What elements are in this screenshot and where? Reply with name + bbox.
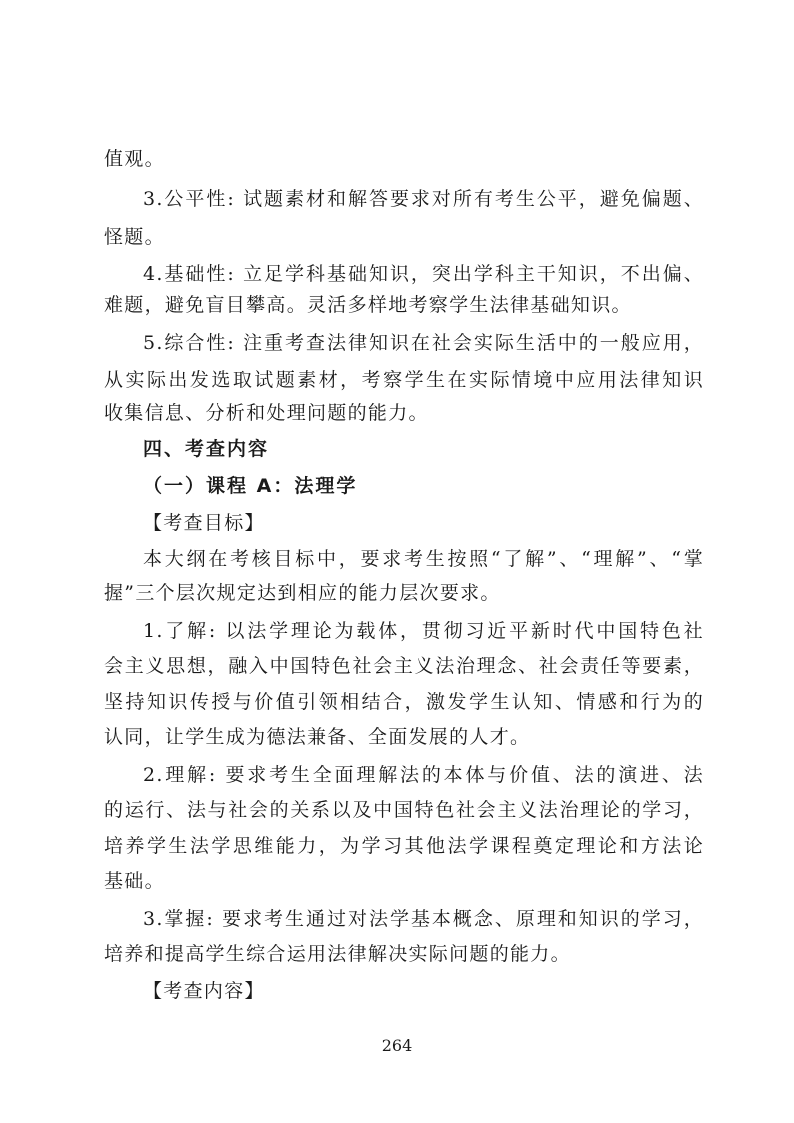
text-line: 的运行、法与社会的关系以及中国特色社会主义法治理论的学习， [104,799,704,821]
text-line: 从实际出发选取试题素材，考察学生在实际情境中应用法律知识 [104,369,704,391]
text-line: 坚持知识传授与价值引领相结合，激发学生认知、情感和行为的 [104,691,704,713]
text-line: 认同，让学生成为德法兼备、全面发展的人才。 [104,726,531,748]
text-line: 会主义思想，融入中国特色社会主义法治理念、社会责任等要素， [104,655,704,677]
text-line: 3.公平性: 试题素材和解答要求对所有考生公平，避免偏题、 [143,188,704,210]
section-heading: 四、考查内容 [143,438,270,460]
text-line: 基础。 [104,870,165,892]
text-line: 怪题。 [104,226,165,248]
text-line: 培养和提高学生综合运用法律解决实际问题的能力。 [104,943,571,965]
page-number: 264 [381,1036,413,1055]
text-line: 值观。 [104,148,165,170]
text-line: 收集信息、分析和处理问题的能力。 [104,402,429,424]
text-line: 1.了解: 以法学理论为载体，贯彻习近平新时代中国特色社 [143,620,704,642]
bracket-heading: 【考查内容】 [143,980,265,1002]
subsection-heading: （一）课程 A：法理学 [143,475,358,497]
text-line: 4.基础性: 立足学科基础知识，突出学科主干知识，不出偏、 [143,263,704,285]
text-line: 培养学生法学思维能力，为学习其他法学课程奠定理论和方法论 [104,835,704,857]
text-line: 握”三个层次规定达到相应的能力层次要求。 [104,582,501,604]
text-line: 本大纲在考核目标中，要求考生按照“了解”、“理解”、“掌 [143,548,704,570]
text-line: 难题，避免盲目攀高。灵活多样地考察学生法律基础知识。 [104,294,632,316]
bracket-heading: 【考查目标】 [143,512,265,534]
text-line: 3.掌握: 要求考生通过对法学基本概念、原理和知识的学习， [143,908,704,930]
text-line: 5.综合性: 注重考查法律知识在社会实际生活中的一般应用， [143,332,704,354]
text-line: 2.理解: 要求考生全面理解法的本体与价值、法的演进、法 [143,764,704,786]
